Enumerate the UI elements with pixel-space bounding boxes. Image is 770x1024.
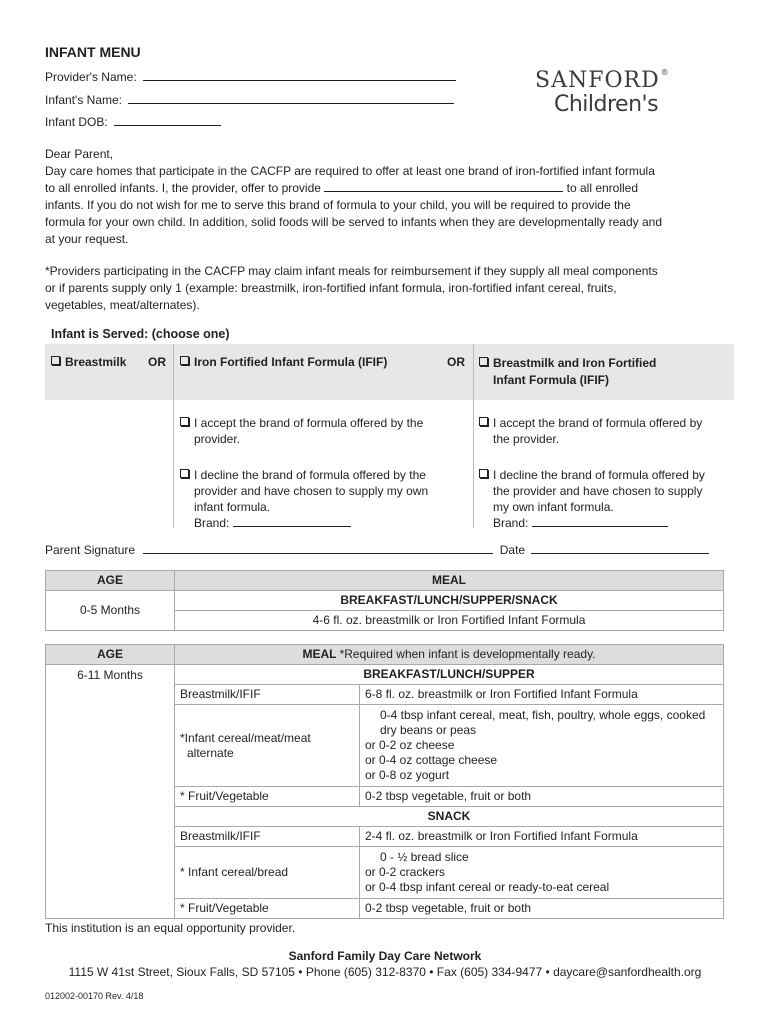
parent-signature-field[interactable] [143, 542, 493, 554]
meal-type-cell: BREAKFAST/LUNCH/SUPPER/SNACK [175, 591, 724, 611]
item-line: alternate [187, 745, 234, 760]
table-0-5-months [45, 570, 724, 631]
checkbox-icon[interactable] [180, 356, 189, 365]
brand-field[interactable] [233, 515, 351, 527]
age-cell: 6-11 Months [46, 665, 175, 919]
sanford-logo [535, 68, 670, 93]
amount-line: or 0-8 oz yogurt [365, 768, 450, 782]
option-breastmilk[interactable] [51, 355, 126, 369]
option-label: Infant Formula (IFIF) [493, 373, 609, 387]
amount-cell: 0-2 tbsp vegetable, fruit or both [360, 787, 724, 807]
letter-line: or if parents supply only 1 (example: breastmilk, iron-fortified infant formula, iron-fortified infant cereal, fruits, [45, 281, 617, 295]
meal-header-cell [175, 645, 724, 665]
age-header: AGE [46, 645, 175, 665]
salutation: Dear Parent, [45, 147, 114, 161]
provider-name-field[interactable] [143, 69, 456, 81]
item-cell [175, 705, 360, 787]
option-breastmilk-and-ifif[interactable] [479, 355, 656, 389]
letter-line: infants. If you do not wish for me to serve this brand of formula to your child, you will be required to provide the [45, 198, 631, 212]
infant-name-field[interactable] [128, 92, 454, 104]
letter-line: *Providers participating in the CACFP may claim infant meals for reimbursement if they supply all meal components [45, 264, 658, 278]
amount-cell [360, 705, 724, 787]
checkbox-icon[interactable] [180, 417, 189, 426]
infant-name-label: Infant's Name: [45, 93, 122, 107]
meal-header: MEAL [175, 571, 724, 591]
decline-text: my own infant formula. [493, 500, 614, 514]
option-ifif[interactable] [180, 355, 387, 369]
amount-cell: 6-8 fl. oz. breastmilk or Iron Fortified Infant Formula [360, 685, 724, 705]
option-label: Breastmilk [65, 355, 127, 369]
letter-paragraph-1 [45, 146, 735, 248]
amount-line: 0-4 tbsp infant cereal, meat, fish, poultry, whole eggs, cooked [380, 708, 706, 722]
decline-option-combined[interactable] [479, 467, 705, 531]
letter-line: vegetables, meat/alternates). [45, 298, 200, 312]
brand-label: Brand: [493, 516, 529, 530]
letter-line: formula for your own child. In addition, solid foods will be served to infants when they are developmentally ready and [45, 215, 663, 229]
amount-line: or 0-2 crackers [365, 865, 446, 879]
provider-name-label: Provider's Name: [45, 70, 137, 84]
accept-option-ifif[interactable] [180, 415, 423, 447]
age-header: AGE [46, 571, 175, 591]
snack-header: SNACK [175, 807, 724, 827]
decline-option-ifif[interactable] [180, 467, 428, 531]
date-field[interactable] [531, 542, 709, 554]
table-row [46, 591, 724, 611]
table-6-11-months [45, 644, 724, 919]
letter-line: Day care homes that participate in the CACFP are required to offer at least one brand of iron-fortified infant formula [45, 164, 655, 178]
option-label: Iron Fortified Infant Formula (IFIF) [194, 355, 388, 369]
divider [473, 344, 474, 528]
brand-label: Brand: [194, 516, 230, 530]
meal-note: *Required when infant is developmentally ready. [339, 647, 596, 661]
provided-formula-brand-field[interactable] [324, 180, 563, 192]
date-label: Date [499, 543, 526, 557]
meal-header: MEAL [302, 647, 337, 661]
signature-row [45, 542, 709, 557]
item-line: *Infant cereal/meat/meat [180, 730, 311, 745]
logo-registered-mark: ® [660, 68, 670, 77]
amount-line: or 0-2 oz cheese [365, 738, 455, 752]
accept-option-combined[interactable] [479, 415, 702, 447]
contact-line: 1115 W 41st Street, Sioux Falls, SD 57105 • Phone (605) 312-8370 • Fax (605) 334-9477 • daycare@sanfordhealth.org [68, 965, 702, 979]
infant-dob-label: Infant DOB: [45, 115, 108, 129]
table-row [46, 665, 724, 685]
or-label: OR [148, 355, 166, 369]
table-header-row [46, 571, 724, 591]
letter-line: at your request. [45, 232, 129, 246]
amount-cell [360, 847, 724, 899]
checkbox-icon[interactable] [51, 356, 60, 365]
decline-text: provider and have chosen to supply my own [194, 484, 429, 498]
checkbox-icon[interactable] [479, 469, 488, 478]
decline-text: I decline the brand of formula offered by [493, 468, 705, 482]
brand-field[interactable] [532, 515, 668, 527]
bls-header: BREAKFAST/LUNCH/SUPPER [175, 665, 724, 685]
decline-text: infant formula. [194, 500, 271, 514]
accept-text: provider. [194, 432, 241, 446]
checkbox-icon[interactable] [180, 469, 189, 478]
provider-name-row [45, 69, 456, 84]
parent-signature-label: Parent Signature [45, 543, 136, 557]
amount-line: or 0-4 oz cottage cheese [365, 753, 498, 767]
org-name: Sanford Family Day Care Network [288, 949, 482, 963]
meal-desc-cell: 4-6 fl. oz. breastmilk or Iron Fortified Infant Formula [175, 611, 724, 631]
letter-paragraph-2 [45, 263, 735, 314]
letter-line-provide [45, 180, 735, 197]
accept-text: I accept the brand of formula offered by the [194, 416, 424, 430]
or-label: OR [447, 355, 465, 369]
item-cell: * Fruit/Vegetable [175, 787, 360, 807]
item-cell: Breastmilk/IFIF [175, 685, 360, 705]
table-header-row [46, 645, 724, 665]
age-cell: 0-5 Months [46, 591, 175, 631]
infant-dob-row [45, 114, 221, 129]
equal-opportunity-text: This institution is an equal opportunity provider. [45, 921, 296, 935]
amount-cell: 0-2 tbsp vegetable, fruit or both [360, 899, 724, 919]
page-title: INFANT MENU [45, 44, 141, 60]
amount-line: 0 - ½ bread slice [380, 850, 469, 864]
childrens-logo-text: Children's [554, 92, 659, 117]
letter-text: to all enrolled [566, 181, 639, 195]
amount-line: or 0-4 tbsp infant cereal or ready-to-eat cereal [365, 880, 610, 894]
divider [173, 344, 174, 528]
checkbox-icon[interactable] [479, 417, 488, 426]
item-cell: Breastmilk/IFIF [175, 827, 360, 847]
item-cell: * Fruit/Vegetable [175, 899, 360, 919]
infant-name-row [45, 92, 454, 107]
decline-text: I decline the brand of formula offered by the [194, 468, 426, 482]
accept-text: I accept the brand of formula offered by [493, 416, 703, 430]
option-label: Breastmilk and Iron Fortified [493, 356, 657, 370]
letter-text: to all enrolled infants. I, the provider, offer to provide [45, 181, 321, 195]
infant-dob-field[interactable] [114, 114, 221, 126]
decline-text: the provider and have chosen to supply [493, 484, 703, 498]
amount-line: dry beans or peas [380, 723, 477, 737]
item-cell: * Infant cereal/bread [175, 847, 360, 899]
served-heading: Infant is Served: (choose one) [51, 327, 230, 341]
logo-brand-text: SANFORD [535, 68, 660, 93]
amount-cell: 2-4 fl. oz. breastmilk or Iron Fortified Infant Formula [360, 827, 724, 847]
accept-text: the provider. [493, 432, 560, 446]
form-code: 012002-00170 Rev. 4/18 [45, 991, 144, 1001]
checkbox-icon[interactable] [479, 357, 488, 366]
